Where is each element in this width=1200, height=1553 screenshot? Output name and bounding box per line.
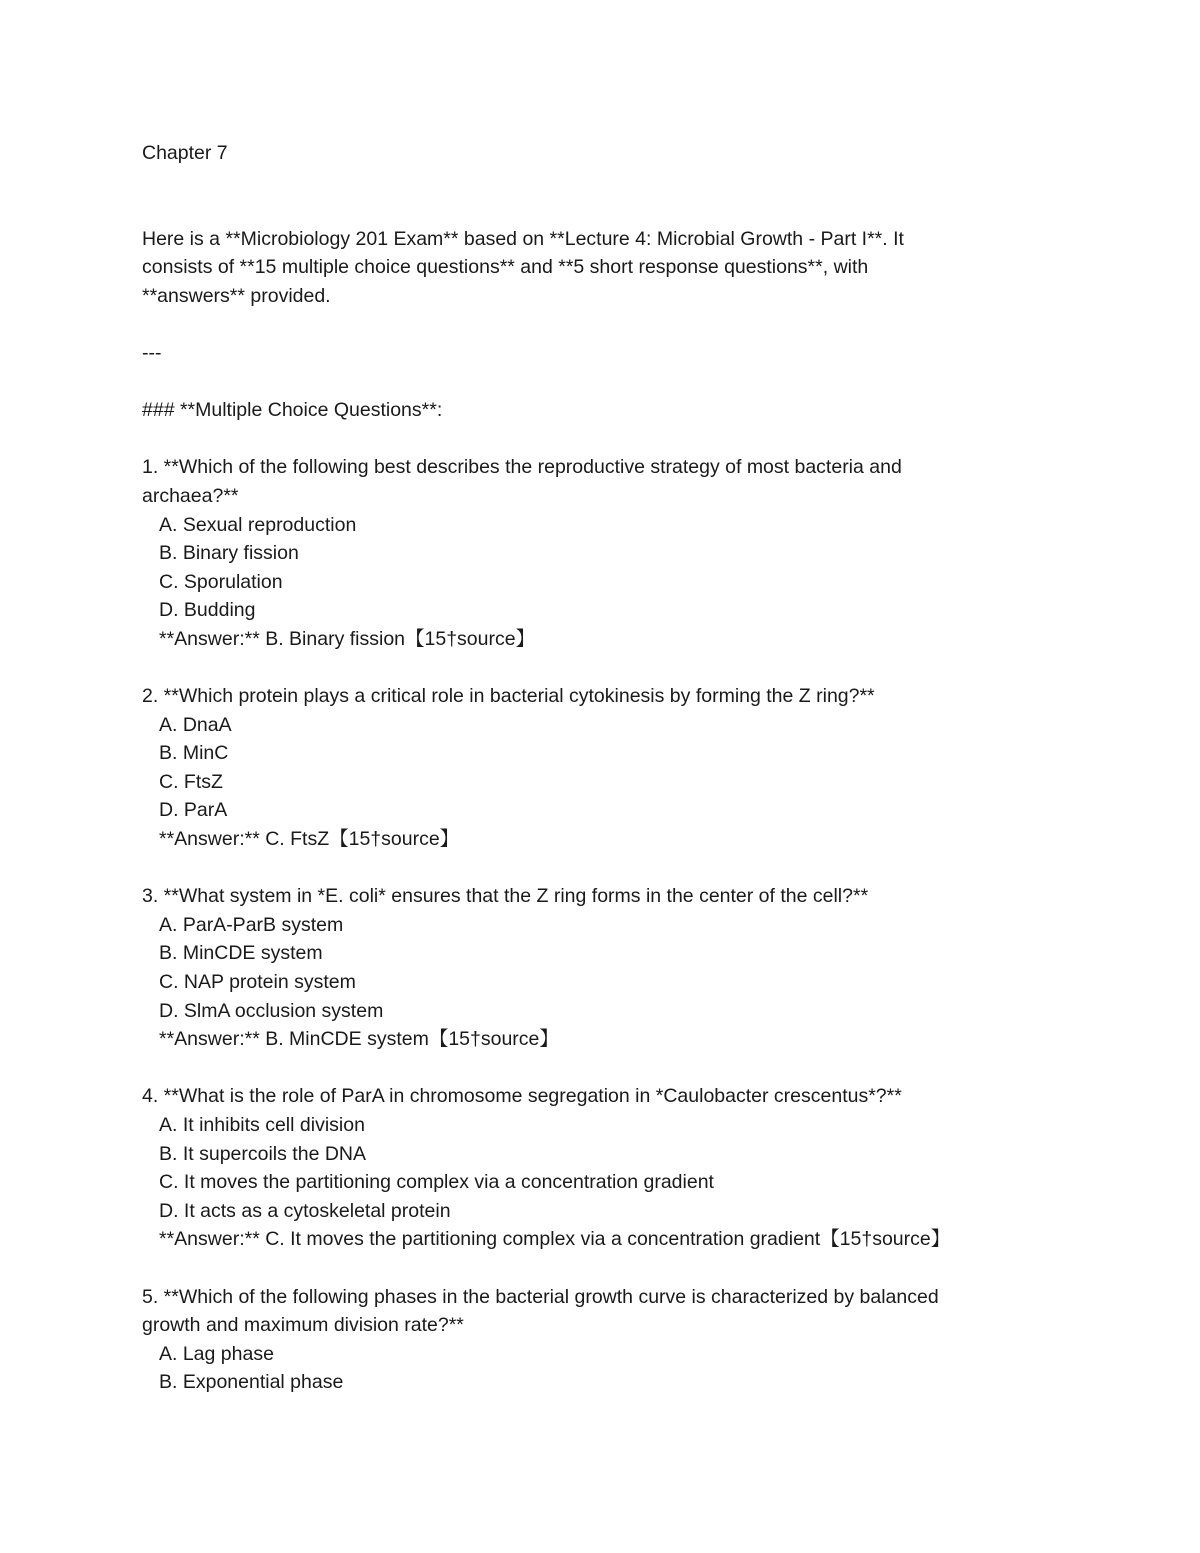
option-c: C. NAP protein system [159,971,356,994]
option-d: D. Budding [159,599,256,622]
spacer [142,368,1042,397]
option-b: B. MinC [159,742,229,765]
question-stem: 2. **Which protein plays a critical role in bacterial cytokinesis by forming the Z ring?** [142,685,875,708]
question-stem: 3. **What system in *E. coli* ensures that the Z ring forms in the center of the cell?** [142,885,869,908]
question-stem: archaea?** [142,484,239,507]
separator: --- [142,341,162,364]
option-c: C. FtsZ [159,770,223,793]
spacer [142,310,1042,339]
option-b: B. Binary fission [159,542,299,565]
intro-line: **answers** provided. [142,284,331,307]
answer-line: **Answer:** B. Binary fission【15†source】 [159,627,536,650]
question-stem: growth and maximum division rate?** [142,1314,464,1337]
option-c: C. Sporulation [159,570,283,593]
option-a: A. Lag phase [159,1342,274,1365]
question-2 [142,682,1042,854]
option-b: B. MinCDE system [159,942,323,965]
answer-line: **Answer:** B. MinCDE system【15†source】 [159,1028,559,1051]
question-4 [142,1082,1042,1254]
option-a: A. Sexual reproduction [159,513,357,536]
option-a: A. DnaA [159,713,232,736]
option-b: B. It supercoils the DNA [159,1142,366,1165]
option-b: B. Exponential phase [159,1371,344,1394]
option-d: D. ParA [159,799,228,822]
question-stem: 1. **Which of the following best describes the reproductive strategy of most bacteria and [142,456,902,479]
option-c: C. It moves the partitioning complex via a concentration gradient [159,1171,714,1194]
spacer [142,425,1042,454]
intro-line: consists of **15 multiple choice questions** and **5 short response questions**, with [142,256,869,279]
question-1 [142,453,1042,653]
option-a: A. ParA-ParB system [159,913,344,936]
option-a: A. It inhibits cell division [159,1114,365,1136]
intro-line: Here is a **Microbiology 201 Exam** based on **Lecture 4: Microbial Growth - Part I**. It [142,227,904,250]
section-heading: ### **Multiple Choice Questions**: [142,399,443,422]
option-d: D. SlmA occlusion system [159,999,384,1022]
question-stem: 4. **What is the role of ParA in chromosome segregation in *Caulobacter crescentus*?** [142,1085,902,1108]
answer-line: **Answer:** C. FtsZ【15†source】 [159,828,460,851]
question-5 [142,1283,1042,1397]
option-d: D. It acts as a cytoskeletal protein [159,1199,451,1222]
answer-line: **Answer:** C. It moves the partitioning complex via a concentration gradient【15†source】 [159,1228,951,1251]
intro-paragraph [142,225,1042,311]
chapter-title: Chapter 7 [142,142,228,164]
question-stem: 5. **Which of the following phases in the bacterial growth curve is characterized by balanced [142,1285,939,1308]
question-3 [142,882,1042,1054]
document-page [142,139,1042,1426]
spacer [142,168,1042,225]
